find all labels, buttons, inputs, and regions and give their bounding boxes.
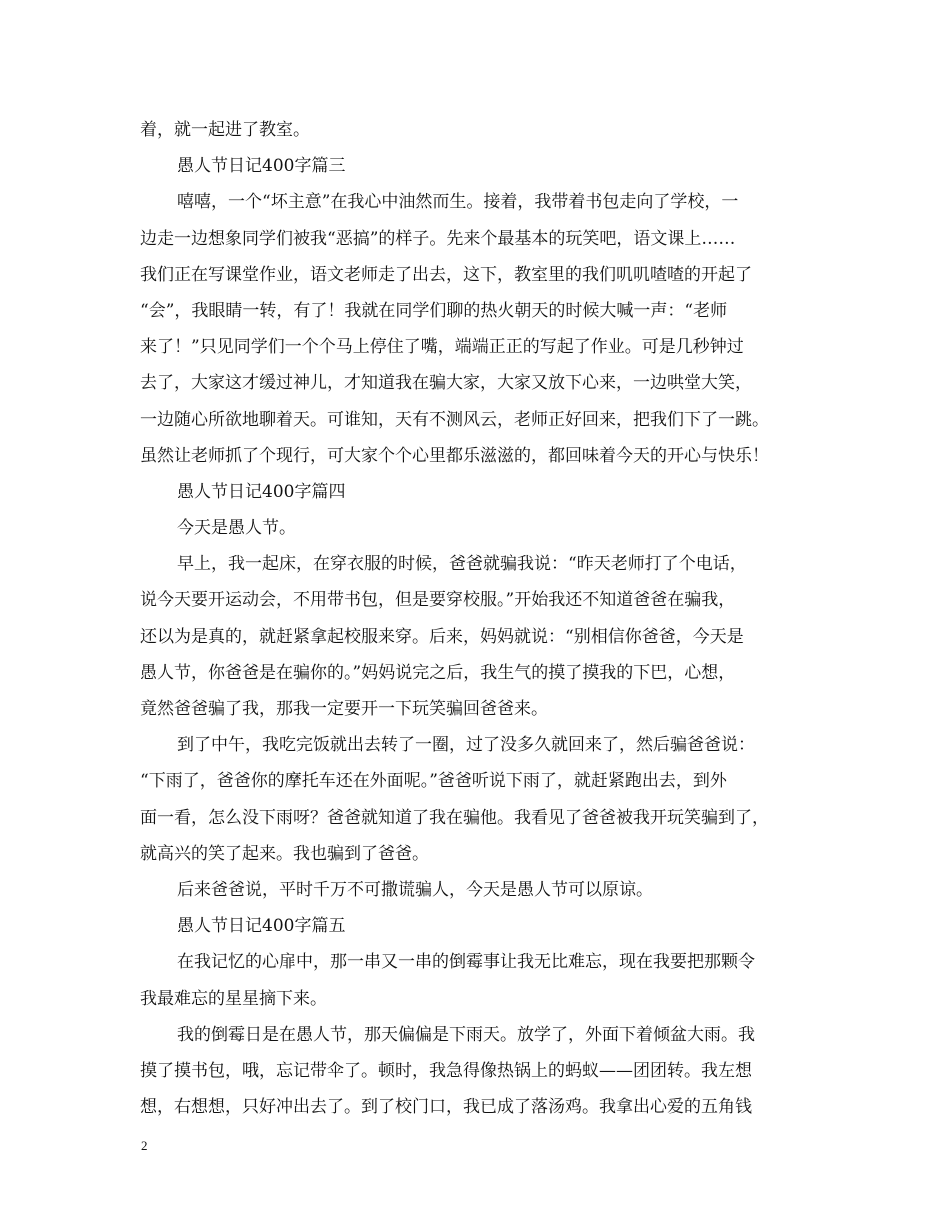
text-line: 虽然让老师抓了个现行，可大家个个心里都乐滋滋的，都回味着今天的开心与快乐！ [140,445,769,466]
text-line: “会”，我眼睛一转，有了！我就在同学们聊的热火朝天的时候大喊一声：“老师 [140,300,728,321]
text-line: 摸了摸书包，哦，忘记带伞了。顿时，我急得像热锅上的蚂蚁——团团转。我左想 [140,1060,752,1081]
document-body [140,112,824,1125]
text-line: 面一看，怎么没下雨呀？爸爸就知道了我在骗他。我看见了爸爸被我开玩笑骗到了， [140,807,769,828]
section-heading: 愚人节日记400字篇五 [177,916,346,937]
text-line: 在我记忆的心扉中，那一串又一串的倒霉事让我无比难忘，现在我要把那颗令 [177,952,755,973]
text-line: 我的倒霉日是在愚人节，那天偏偏是下雨天。放学了，外面下着倾盆大雨。我 [177,1024,755,1045]
text-line: 还以为是真的，就赶紧拿起校服来穿。后来，妈妈就说：“别相信你爸爸，今天是 [140,626,744,647]
section-heading: 愚人节日记400字篇三 [177,156,346,177]
text-line: 后来爸爸说，平时千万不可撒谎骗人，今天是愚人节可以原谅。 [177,879,653,900]
text-line: 嘻嘻，一个“坏主意”在我心中油然而生。接着，我带着书包走向了学校，一 [177,192,739,213]
text-line: 想，右想想，只好冲出去了。到了校门口，我已成了落汤鸡。我拿出心爱的五角钱 [140,1097,752,1118]
text-line: 边走一边想象同学们被我“恶搞”的样子。先来个最基本的玩笑吧，语文课上…… [140,228,736,249]
text-line: 就高兴的笑了起来。我也骗到了爸爸。 [140,843,429,864]
text-line: 去了，大家这才缓过神儿，才知道我在骗大家，大家又放下心来，一边哄堂大笑， [140,373,752,394]
text-line: 到了中午，我吃完饭就出去转了一圈，过了没多久就回来了，然后骗爸爸说： [177,735,755,756]
text-line: 愚人节，你爸爸是在骗你的。”妈妈说完之后，我生气的摸了摸我的下巴，心想， [140,662,736,683]
text-line: 今天是愚人节。 [177,518,296,539]
text-line: 着，就一起进了教室。 [140,120,310,140]
section-heading: 愚人节日记400字篇四 [177,481,346,502]
page-number: 2 [141,1138,148,1153]
text-line: 竟然爸爸骗了我，那我一定要开一下玩笑骗回爸爸来。 [140,699,548,719]
text-line: 我最难忘的星星摘下来。 [140,988,327,1009]
text-line: 我们正在写课堂作业，语文老师走了出去，这下，教室里的我们叽叽喳喳的开起了 [140,264,752,285]
text-line: 说今天要开运动会，不用带书包，但是要穿校服。”开始我还不知道爸爸在骗我， [140,590,736,611]
text-line: 一边随心所欲地聊着天。可谁知，天有不测风云，老师正好回来，把我们下了一跳。 [140,409,769,430]
text-line: 来了！”只见同学们一个个马上停住了嘴，端端正正的写起了作业。可是几秒钟过 [140,337,744,358]
text-line: “下雨了，爸爸你的摩托车还在外面呢。”爸爸听说下雨了，就赶紧跑出去，到外 [140,771,727,792]
text-line: 早上，我一起床，在穿衣服的时候，爸爸就骗我说：“昨天老师打了个电话， [177,554,747,575]
